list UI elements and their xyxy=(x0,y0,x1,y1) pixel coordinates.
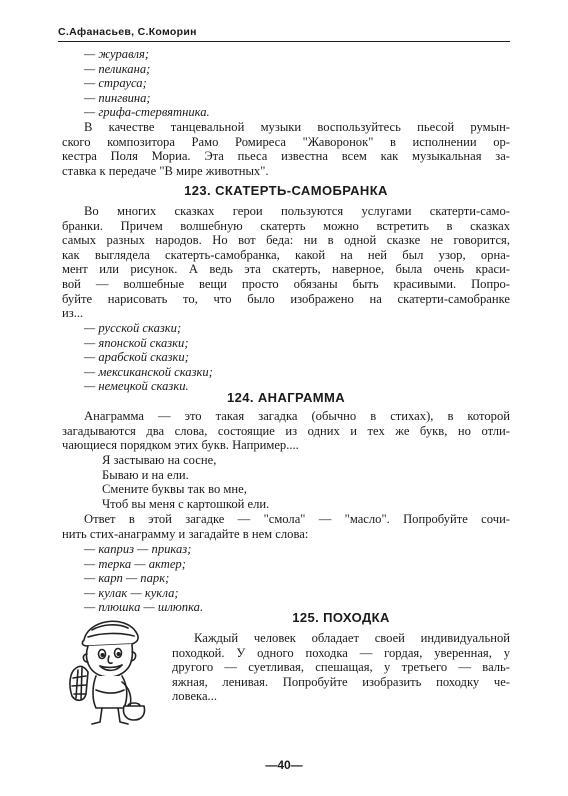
paragraph-line: ского композитора Рамо Ромиреса "Жаворонок" в исполнении ор- xyxy=(62,134,510,149)
section-125-heading: 125. ПОХОДКА xyxy=(292,610,390,625)
list-item: — каприз — приказ; xyxy=(84,542,192,556)
section-124-heading: 124. АНАГРАММА xyxy=(226,390,345,405)
verse-line: Бываю и на ели. xyxy=(102,467,189,482)
paragraph-line: бранки. Причем волшебную скатерть можно встретить в сказках xyxy=(62,218,510,233)
list-item: — плюшка — шлюпка. xyxy=(84,600,204,615)
verse-line: Смените буквы так во мне, xyxy=(102,482,247,497)
section-123-paragraph xyxy=(62,204,510,321)
section-123-list xyxy=(62,321,510,394)
verse-line: Чтоб вы меня с картошкой ели. xyxy=(102,496,270,511)
list-item: — немецкой сказки. xyxy=(84,379,189,394)
list-item: — страуса; xyxy=(84,76,147,91)
list-item: — журавля; xyxy=(84,47,150,61)
paragraph-line: вой — волшебные вещи просто обязаны быть красивыми. Попро- xyxy=(62,276,510,291)
paragraph-line: как выглядела скатерть-самобранка, какой на ней был узор, орна- xyxy=(62,247,510,262)
paragraph-line: В качестве танцевальной музыки воспользуйтесь пьесой румын- xyxy=(84,120,510,134)
header-rule xyxy=(58,41,510,42)
paragraph-line: загадываются два слова, состоящие из одних и тех же букв, но отли- xyxy=(62,423,510,438)
paragraph-line: из... xyxy=(62,306,84,321)
paragraph-line: мент или рисунок. А ведь эта скатерть, наверное, была очень краси- xyxy=(62,262,510,277)
section-124-paragraph xyxy=(62,409,510,453)
paragraph-line: чающиеся порядком этих букв. Например.... xyxy=(62,438,299,453)
paragraph-line: кестра Поля Мориа. Эта пьеса известна всем как музыкальная за- xyxy=(62,149,510,164)
running-head: С.Афанасьев, С.Коморин xyxy=(58,26,197,38)
verse-line: Я застываю на сосне, xyxy=(102,453,217,467)
paragraph-line: Анаграмма — это такая загадка (обычно в стихах), в которой xyxy=(84,409,510,423)
paragraph-line: походкой. У одного походка — гордая, уверенная, у xyxy=(172,645,510,660)
paragraph-line: ставка к передаче "В мире животных". xyxy=(62,163,269,178)
list-item: — терка — актер; xyxy=(84,556,186,571)
paragraph-line: нить стих-анаграмму и загадайте в нем слова: xyxy=(62,526,309,541)
paragraph-line: буйте нарисовать то, что было изображено на скатерти-самобранке xyxy=(62,291,510,306)
top-list xyxy=(62,47,510,120)
section-124-verse xyxy=(62,453,510,511)
section-125-paragraph xyxy=(172,631,510,704)
paragraph-line: Ответ в этой загадке — "смола" — "масло". Попробуйте сочи- xyxy=(84,512,510,526)
list-item: — арабской сказки; xyxy=(84,350,189,365)
section-124-answer xyxy=(62,512,510,541)
paragraph-line: Каждый человек обладает своей индивидуальной xyxy=(194,631,510,645)
list-item: — пеликана; xyxy=(84,61,151,76)
paragraph-line: самых разных народов. Но вот беда: ни в одной сказке не говорится, xyxy=(62,233,510,248)
paragraph-line: Во многих сказках герои пользуются услугами скатерти-само- xyxy=(84,204,510,218)
paragraph-line: другого — суетливая, спешащая, у третьего — валь- xyxy=(172,660,510,675)
cartoon-boy-illustration xyxy=(62,610,162,730)
list-item: — японской сказки; xyxy=(84,335,189,350)
list-item: — русской сказки; xyxy=(84,321,182,335)
list-item: — карп — парк; xyxy=(84,571,170,586)
list-item: — грифа-стервятника. xyxy=(84,105,210,120)
paragraph-line: яжная, ленивая. Попробуйте изобразить походку че- xyxy=(172,674,510,689)
list-item: — пингвина; xyxy=(84,90,151,105)
section-123-heading: 123. СКАТЕРТЬ-САМОБРАНКА xyxy=(184,183,388,198)
page-number: —40— xyxy=(265,758,303,772)
music-paragraph xyxy=(62,120,510,178)
section-124-list xyxy=(62,542,510,615)
paragraph-line: ловека... xyxy=(172,689,218,704)
list-item: — мексиканской сказки; xyxy=(84,364,213,379)
list-item: — кулак — кукла; xyxy=(84,585,179,600)
